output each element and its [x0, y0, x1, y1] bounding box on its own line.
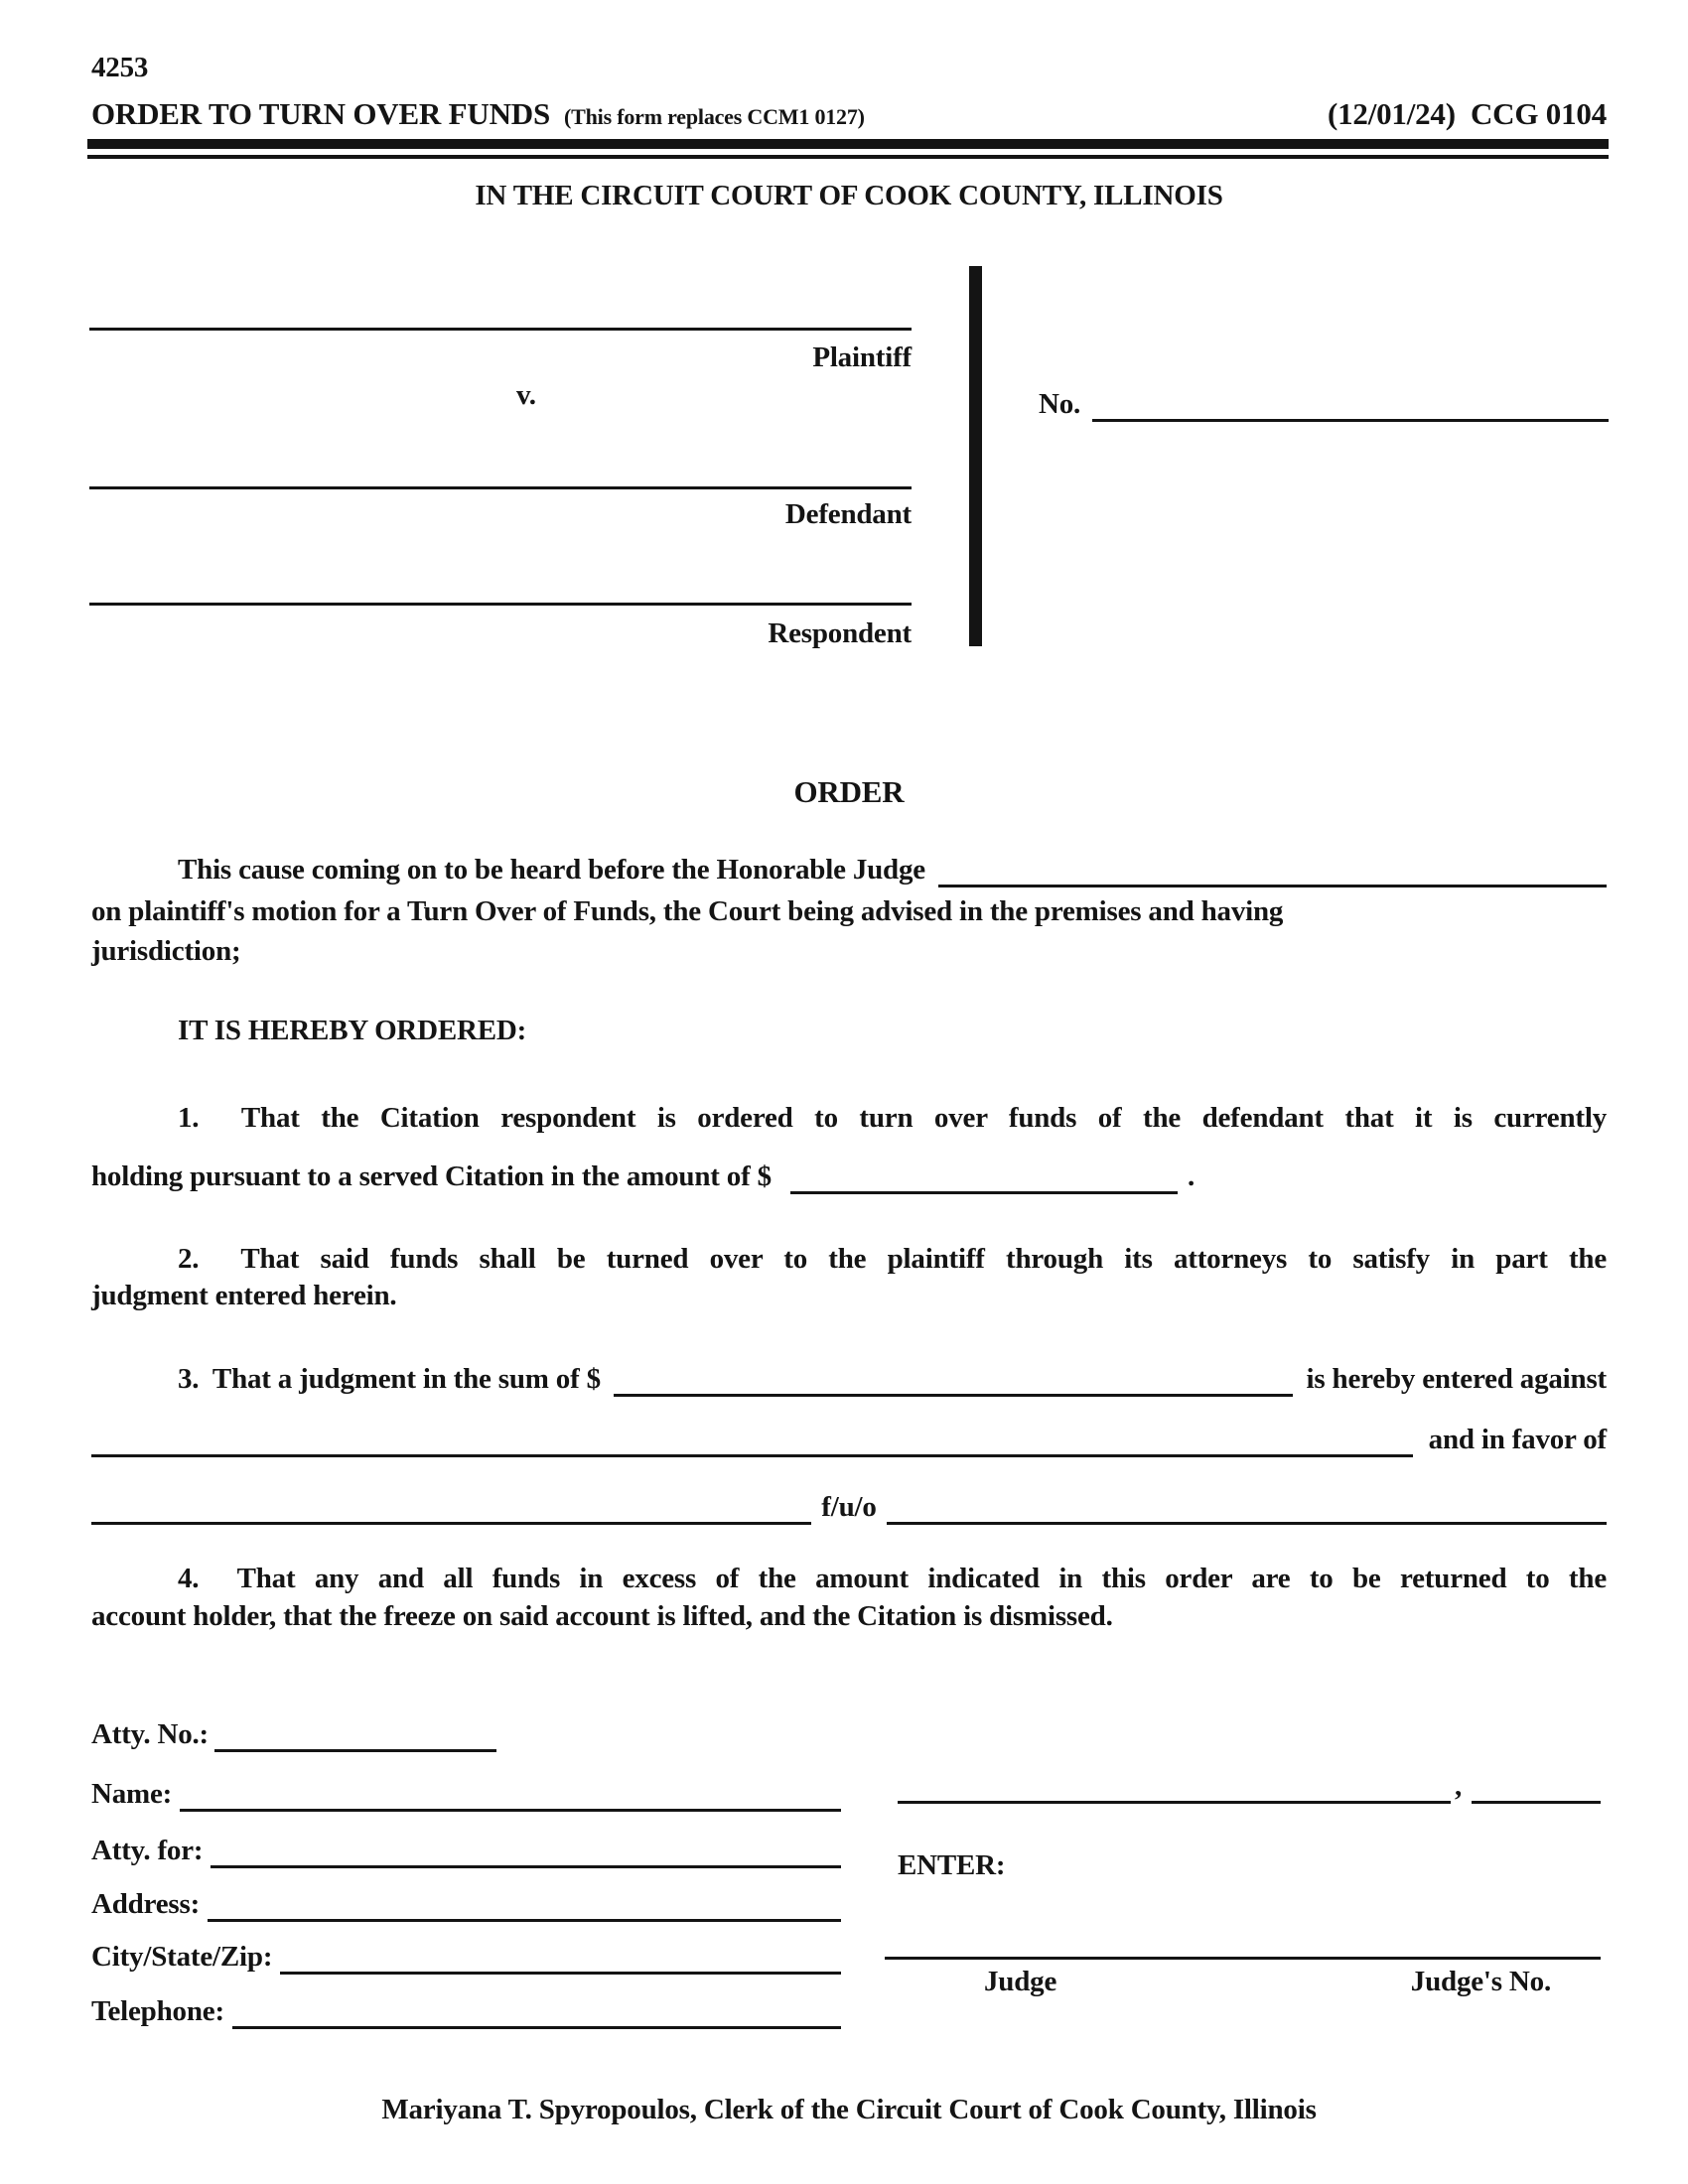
enter-label: ENTER: [898, 1849, 1006, 1881]
plaintiff-name-field[interactable] [89, 328, 912, 331]
name-row [91, 1772, 841, 1812]
order-heading: ORDER [793, 774, 905, 809]
judgment-against-field[interactable] [91, 1445, 1413, 1457]
item4-line2: account holder, that the freeze on said account is lifted, and the Citation is dismissed. [91, 1600, 1113, 1632]
item2-line2: judgment entered herein. [91, 1280, 397, 1311]
item3-line1-row [178, 1357, 1607, 1397]
fuo-field[interactable] [887, 1513, 1607, 1525]
judge-label: Judge [984, 1966, 1057, 1997]
name-label: Name: [91, 1778, 173, 1810]
city-state-zip-field[interactable] [280, 1963, 841, 1975]
caption-divider-bar [969, 266, 982, 646]
form-title: ORDER TO TURN OVER FUNDS [91, 96, 551, 131]
atty-no-field[interactable] [214, 1740, 496, 1752]
header-title-row [91, 96, 1607, 135]
name-field[interactable] [180, 1800, 841, 1812]
case-number-row [1039, 382, 1609, 422]
telephone-field[interactable] [232, 2017, 841, 2029]
case-no-label: No. [1039, 388, 1081, 420]
form-revision: (12/01/24) CCG 0104 [1327, 96, 1607, 131]
judge-signature-field[interactable] [885, 1957, 1601, 1960]
respondent-name-field[interactable] [89, 603, 912, 606]
judge-labels-row [885, 1964, 1601, 1999]
telephone-row [91, 1989, 841, 2029]
favor-of-field[interactable] [91, 1513, 811, 1525]
city-state-zip-row [91, 1935, 841, 1975]
city-date-field[interactable] [898, 1792, 1451, 1804]
atty-for-label: Atty. for: [91, 1835, 204, 1866]
item2-line1: 2. That said funds shall be turned over to the plaintiff through its attorneys to satisfy in part the [178, 1243, 1607, 1275]
plaintiff-label: Plaintiff [812, 341, 912, 373]
comma-separator: , [1454, 1770, 1462, 1802]
defendant-name-field[interactable] [89, 486, 912, 489]
case-number-field[interactable] [1092, 410, 1609, 422]
judge-no-label: Judge's No. [1410, 1966, 1551, 1997]
atty-for-row [91, 1829, 841, 1868]
date-field[interactable] [1472, 1792, 1601, 1804]
ordered-heading: IT IS HEREBY ORDERED: [178, 1015, 527, 1046]
para1-line1-text: This cause coming on to be heard before the Honorable Judge [178, 854, 932, 886]
item3-prefix-text: 3. That a judgment in the sum of $ [178, 1363, 608, 1395]
address-field[interactable] [208, 1910, 841, 1922]
versus-label: v. [516, 379, 536, 411]
item3-mid-text: is hereby entered against [1299, 1363, 1607, 1395]
address-row [91, 1882, 841, 1922]
atty-no-label: Atty. No.: [91, 1718, 210, 1750]
judgment-sum-field[interactable] [614, 1385, 1294, 1397]
item1-line2-text: holding pursuant to a served Citation in the amount of $ [91, 1160, 778, 1192]
item3-line3-row [91, 1485, 1607, 1525]
defendant-label: Defendant [784, 498, 912, 530]
form-number: 4253 [91, 52, 149, 83]
header-rule-thin [87, 155, 1609, 159]
item1-line2-row [91, 1155, 1607, 1194]
header-rule-thick [87, 139, 1609, 149]
para1-line2: on plaintiff's motion for a Turn Over of Funds, the Court being advised in the premises and having [91, 895, 1284, 927]
city-state-zip-label: City/State/Zip: [91, 1941, 273, 1973]
item1-line1: 1. That the Citation respondent is ordered to turn over funds of the defendant that it is currently [178, 1102, 1607, 1134]
item3-favor-text: and in favor of [1428, 1424, 1607, 1455]
court-title: IN THE CIRCUIT COURT OF COOK COUNTY, ILLINOIS [475, 180, 1223, 211]
telephone-label: Telephone: [91, 1995, 224, 2027]
para1-line3: jurisdiction; [91, 935, 241, 967]
form-subtitle: (This form replaces CCM1 0127) [564, 104, 865, 129]
atty-no-row [91, 1712, 496, 1752]
item4-line1: 4. That any and all funds in excess of the amount indicated in this order are to be returned to the [178, 1563, 1607, 1594]
respondent-label: Respondent [768, 617, 912, 649]
atty-for-field[interactable] [211, 1856, 841, 1868]
clerk-footer: Mariyana T. Spyropoulos, Clerk of the Circuit Court of Cook County, Illinois [381, 2094, 1317, 2125]
item3-line2-row [91, 1418, 1607, 1457]
fuo-label: f/u/o [821, 1491, 877, 1523]
enter-date-row [898, 1764, 1601, 1804]
judge-name-field[interactable] [938, 876, 1607, 887]
item1-line2-period: . [1187, 1160, 1195, 1192]
para1-line1-row [178, 848, 1607, 887]
address-label: Address: [91, 1888, 201, 1920]
turnover-amount-field[interactable] [790, 1182, 1178, 1194]
